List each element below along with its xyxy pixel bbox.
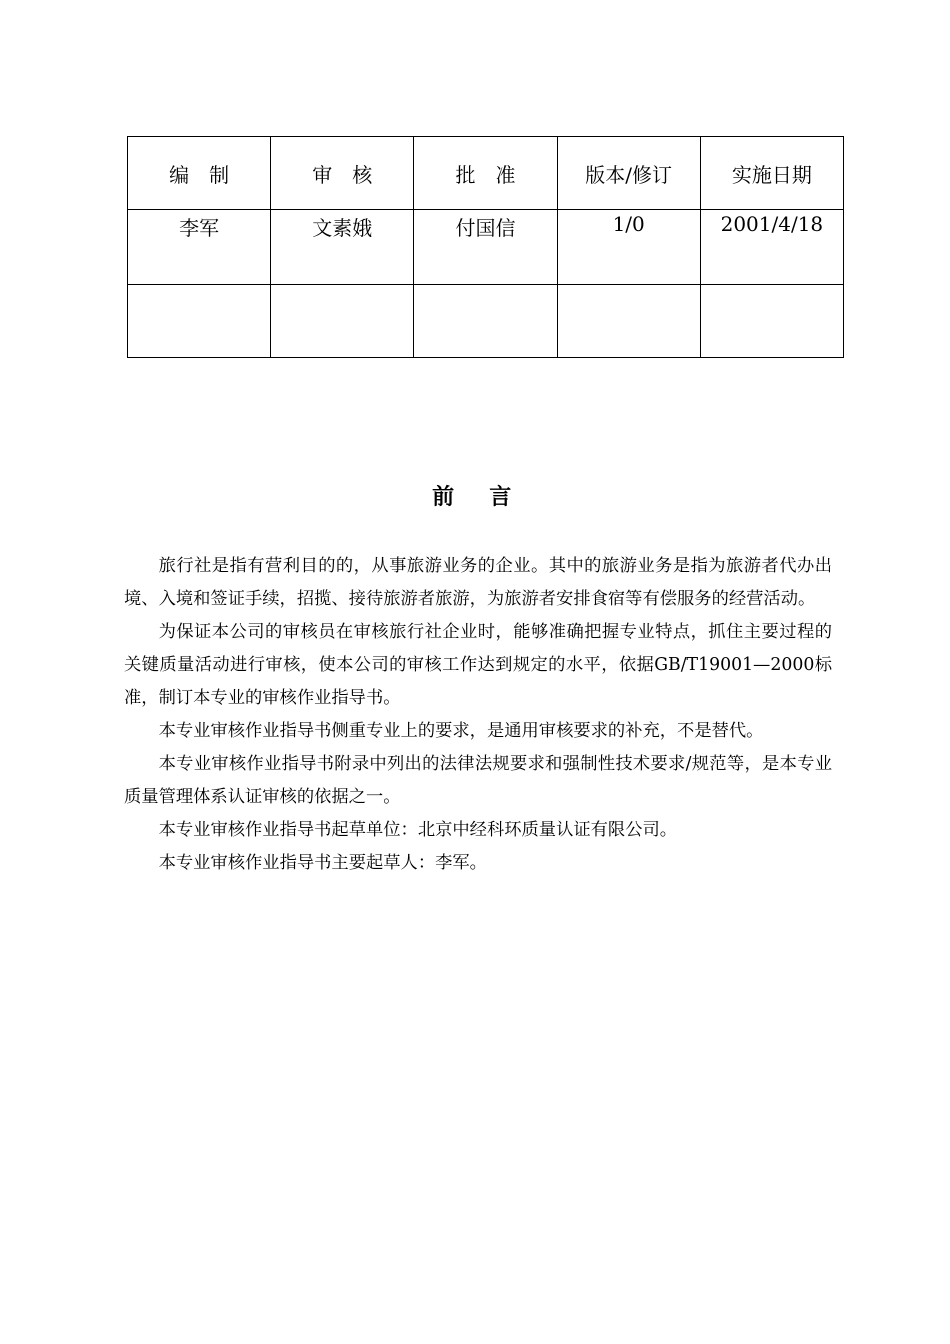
paragraph: 本专业审核作业指导书起草单位：北京中经科环质量认证有限公司。 [158, 820, 678, 840]
paragraph: 为保证本公司的审核员在审核旅行社企业时，能够准确把握专业特点，抓住主要过程的关键质量活动进行审核，使本公司的审核工作达到规定的水平，依据GB/T19001—2000标准，制订本专业的审核作业指导书。 [124, 622, 832, 708]
paragraph: 本专业审核作业指导书侧重专业上的要求，是通用审核要求的补充，不是替代。 [158, 721, 764, 741]
cell-reviewer: 文素娥 [271, 210, 414, 285]
cell-approver: 付国信 [414, 210, 557, 285]
section-title: 前 言 [432, 484, 518, 510]
table-header-row [128, 137, 844, 210]
approval-table [127, 136, 844, 358]
cell-empty [271, 285, 414, 358]
header-compiler: 编 制 [128, 137, 271, 210]
header-approver: 批 准 [414, 137, 557, 210]
table-row [128, 210, 844, 285]
cell-empty [557, 285, 700, 358]
cell-empty [414, 285, 557, 358]
cell-compiler: 李军 [128, 210, 271, 285]
cell-empty [128, 285, 271, 358]
paragraph: 本专业审核作业指导书附录中列出的法律法规要求和强制性技术要求/规范等，是本专业质量管理体系认证审核的依据之一。 [124, 754, 832, 807]
cell-effective-date: 2001/4/18 [700, 210, 843, 285]
paragraph: 本专业审核作业指导书主要起草人：李军。 [158, 853, 487, 873]
cell-empty [700, 285, 843, 358]
header-effective-date: 实施日期 [700, 137, 843, 210]
paragraph: 旅行社是指有营利目的的，从事旅游业务的企业。其中的旅游业务是指为旅游者代办出境、入境和签证手续，招揽、接待旅游者旅游，为旅游者安排食宿等有偿服务的经营活动。 [124, 556, 832, 609]
header-version: 版本/修订 [557, 137, 700, 210]
table-row [128, 285, 844, 358]
header-reviewer: 审 核 [271, 137, 414, 210]
preface-body [124, 550, 832, 880]
cell-version: 1/0 [557, 210, 700, 285]
